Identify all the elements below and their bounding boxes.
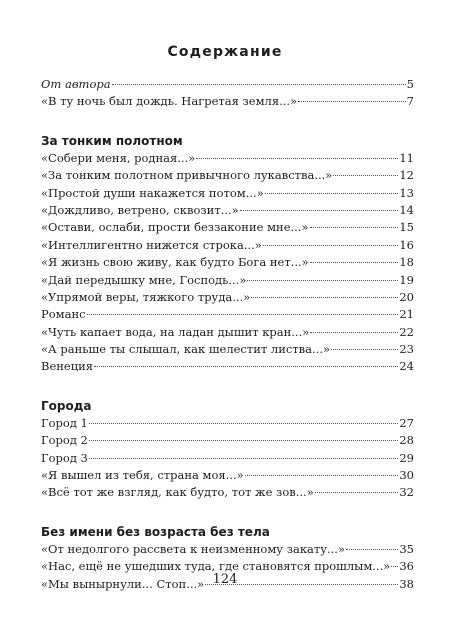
dot-leader <box>263 245 399 246</box>
dot-leader <box>247 280 398 281</box>
section-heading: Без имени без возраста без тела <box>41 524 270 539</box>
toc-entry-title: «Нас, ещё не ушедших туда, где становятся прошлым...» <box>41 559 391 574</box>
toc-entry-page: 14 <box>399 202 414 217</box>
toc-entry[interactable] <box>41 484 414 501</box>
toc-entry-title: От автора <box>41 77 111 91</box>
toc-entry-page: 12 <box>399 168 414 183</box>
toc-entry[interactable] <box>41 432 414 449</box>
toc-section <box>41 132 414 376</box>
dot-leader <box>346 549 398 550</box>
toc-entry-title: «Я жизнь свою живу, как будто Бога нет...» <box>41 255 309 270</box>
dot-leader <box>333 175 398 176</box>
toc-entry-title: «Мы вынырнули... Стоп...» <box>41 576 205 591</box>
toc-entry-title: Город 3 <box>41 450 88 465</box>
toc-entry-title: «От недолгого рассвета к неизменному закату...» <box>41 541 345 556</box>
toc-entry[interactable] <box>41 306 414 323</box>
toc-entry-title: Город 1 <box>41 415 88 430</box>
toc-entry-title: «Чуть капает вода, на ладан дышит кран...» <box>41 324 310 339</box>
toc-entry-page: 13 <box>399 185 414 200</box>
dot-leader <box>240 210 399 211</box>
toc-entry-page: 21 <box>399 307 414 322</box>
toc-entry[interactable] <box>41 541 414 558</box>
toc-entry-page: 22 <box>399 324 414 339</box>
dot-leader <box>310 262 399 263</box>
toc-title: Содержание <box>167 44 283 60</box>
toc-entry-page: 38 <box>399 576 414 591</box>
toc-entry[interactable] <box>41 341 414 358</box>
dot-leader <box>196 158 398 159</box>
dot-leader <box>245 475 399 476</box>
toc-entry-title: «Остави, ослаби, прости беззаконие мне...» <box>41 220 309 235</box>
toc-entry[interactable] <box>41 289 414 306</box>
toc-section <box>41 76 414 111</box>
toc-entry-page: 23 <box>399 342 414 357</box>
toc-entry-page: 7 <box>406 94 414 109</box>
toc-entry-title: «Дай передышку мне, Господь...» <box>41 272 247 287</box>
toc-entry[interactable] <box>41 93 414 110</box>
toc-entry-page: 30 <box>399 468 414 483</box>
toc-entry-title: «Я вышел из тебя, страна моя...» <box>41 468 244 483</box>
toc-entry[interactable] <box>41 324 414 341</box>
toc-entry-page: 28 <box>399 433 414 448</box>
dot-leader <box>315 492 399 493</box>
toc-entry-title: Город 2 <box>41 433 88 448</box>
toc-entry[interactable] <box>41 237 414 254</box>
toc-entry-title: «За тонким полотном привычного лукавства...» <box>41 168 333 183</box>
toc-entry[interactable] <box>41 358 414 375</box>
toc-entry-page: 18 <box>399 255 414 270</box>
toc-entry-page: 5 <box>406 77 414 91</box>
page-number: 124 <box>212 572 238 587</box>
toc-entry-title: «Упрямой веры, тяжкого труда...» <box>41 289 251 304</box>
dot-leader <box>331 349 398 350</box>
toc-entry-page: 16 <box>399 237 414 252</box>
toc-entry[interactable] <box>41 254 414 271</box>
toc-entry-title: «Всё тот же взгляд, как будто, тот же зов...» <box>41 485 314 500</box>
toc-entry[interactable] <box>41 467 414 484</box>
toc-entry[interactable] <box>41 202 414 219</box>
dot-leader <box>94 366 398 367</box>
toc-entry-page: 27 <box>399 415 414 430</box>
dot-leader <box>87 314 399 315</box>
toc-section <box>41 397 414 502</box>
dot-leader <box>89 423 398 424</box>
toc-entry[interactable] <box>41 219 414 236</box>
dot-leader <box>89 458 398 459</box>
section-heading: Города <box>41 398 92 413</box>
toc-entry-title: «Интеллигентно нижется строка...» <box>41 237 262 252</box>
toc-entry[interactable] <box>41 415 414 432</box>
toc-entry-page: 32 <box>399 485 414 500</box>
dot-leader <box>251 297 398 298</box>
toc-entry[interactable] <box>41 185 414 202</box>
toc-entry-page: 35 <box>399 541 414 556</box>
toc-entry-page: 20 <box>399 289 414 304</box>
toc-entry-title: «А раньше ты слышал, как шелестит листва...» <box>41 342 331 357</box>
toc-entry[interactable] <box>41 76 414 93</box>
toc-entry-page: 19 <box>399 272 414 287</box>
dot-leader <box>310 227 399 228</box>
toc-entry[interactable] <box>41 167 414 184</box>
toc-entry-title: Венеция <box>41 359 94 374</box>
toc-entry-page: 15 <box>399 220 414 235</box>
dot-leader <box>298 101 406 102</box>
toc-entry-page: 24 <box>399 359 414 374</box>
dot-leader <box>112 84 406 85</box>
toc-entry[interactable] <box>41 272 414 289</box>
toc-entry-title: «Дождливо, ветрено, сквозит...» <box>41 202 239 217</box>
toc-entry-title: «В ту ночь был дождь. Нагретая земля...» <box>41 94 298 109</box>
toc-entry-page: 11 <box>399 150 414 165</box>
table-of-contents <box>41 76 414 614</box>
toc-entry-page: 29 <box>399 450 414 465</box>
toc-entry-title: Романс <box>41 307 86 322</box>
dot-leader <box>265 193 399 194</box>
dot-leader <box>89 440 398 441</box>
dot-leader <box>391 566 398 567</box>
toc-entry-title: «Собери меня, родная...» <box>41 150 196 165</box>
toc-entry[interactable] <box>41 450 414 467</box>
dot-leader <box>310 332 398 333</box>
section-heading: За тонким полотном <box>41 133 183 148</box>
toc-entry[interactable] <box>41 150 414 167</box>
toc-entry-title: «Простой души накажется потом...» <box>41 185 264 200</box>
toc-entry-page: 36 <box>399 559 414 574</box>
